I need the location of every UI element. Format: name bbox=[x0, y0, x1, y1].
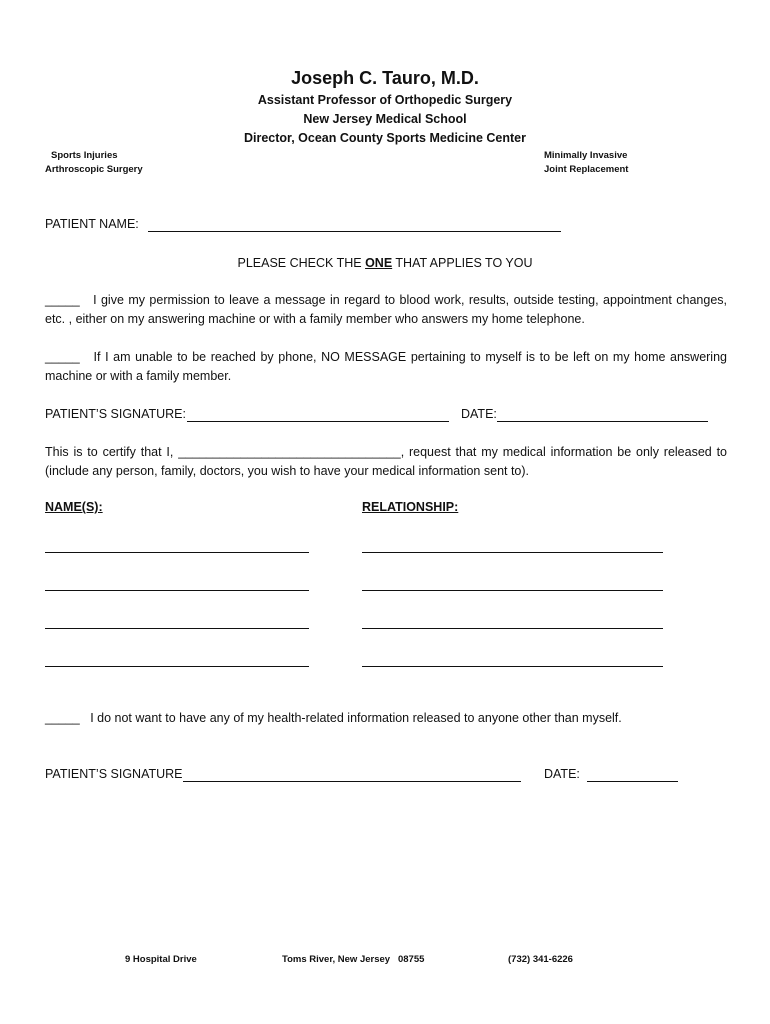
footer-phone: (732) 341-6226 bbox=[508, 954, 573, 965]
check-emphasis: ONE bbox=[365, 256, 393, 270]
title-line-2: New Jersey Medical School bbox=[303, 112, 467, 126]
option-message-permission bbox=[45, 291, 727, 329]
name-field-1[interactable] bbox=[45, 552, 309, 553]
check-suffix: THAT APPLIES TO YOU bbox=[392, 256, 533, 270]
relationship-heading: RELATIONSHIP: bbox=[362, 500, 459, 514]
certify-paragraph bbox=[45, 443, 727, 481]
title-line-3: Director, Ocean County Sports Medicine Center bbox=[243, 131, 526, 145]
signature2-field[interactable] bbox=[183, 781, 521, 782]
option1-checkbox-blank[interactable]: _____ bbox=[45, 293, 80, 307]
title-line-1: Assistant Professor of Orthopedic Surgery bbox=[257, 93, 513, 107]
footer-address: 9 Hospital Drive bbox=[125, 954, 197, 965]
option2-text: If I am unable to be reached by phone, NO MESSAGE pertaining to myself is to be left on my home answering machine or with a family member. bbox=[45, 350, 727, 383]
specialty-sports-injuries: Sports Injuries bbox=[51, 150, 118, 161]
name-field-2[interactable] bbox=[45, 590, 309, 591]
relationship-field-2[interactable] bbox=[362, 590, 663, 591]
specialty-minimally-invasive: Minimally Invasive bbox=[544, 150, 628, 161]
certify-name-blank[interactable]: ________________________________ bbox=[178, 445, 401, 459]
specialty-arthroscopic-surgery: Arthroscopic Surgery bbox=[45, 164, 143, 175]
signature-field[interactable] bbox=[187, 421, 449, 422]
name-field-3[interactable] bbox=[45, 628, 309, 629]
check-prefix: PLEASE CHECK THE bbox=[237, 256, 366, 270]
check-instruction bbox=[0, 254, 770, 273]
date-field[interactable] bbox=[497, 421, 708, 422]
footer-city: Toms River, New Jersey 08755 bbox=[282, 954, 425, 965]
date2-label: DATE: bbox=[544, 767, 580, 781]
certify-suffix: , request that my medical information be only released to (include any person, family, doctors, you wish to have your medical information sent to). bbox=[45, 445, 727, 478]
names-heading: NAME(S): bbox=[45, 500, 103, 514]
date2-field[interactable] bbox=[587, 781, 678, 782]
doctor-name: Joseph C. Tauro, M.D. bbox=[291, 68, 479, 88]
date-label: DATE: bbox=[461, 407, 497, 421]
name-field-4[interactable] bbox=[45, 666, 309, 667]
option2-checkbox-blank[interactable]: _____ bbox=[45, 350, 80, 364]
option-no-message bbox=[45, 348, 727, 386]
signature2-label: PATIENT’S SIGNATURE bbox=[45, 767, 183, 781]
relationship-field-4[interactable] bbox=[362, 666, 663, 667]
specialty-joint-replacement: Joint Replacement bbox=[544, 164, 629, 175]
right-specialties bbox=[544, 149, 628, 177]
option3-text: I do not want to have any of my health-related information released to anyone other than myself. bbox=[90, 711, 622, 725]
relationship-field-3[interactable] bbox=[362, 628, 663, 629]
patient-name-label: PATIENT NAME: bbox=[45, 217, 139, 231]
signature-label: PATIENT’S SIGNATURE: bbox=[45, 407, 186, 421]
patient-name-field[interactable] bbox=[148, 231, 561, 232]
left-specialties bbox=[45, 149, 143, 177]
certify-prefix: This is to certify that I, bbox=[45, 445, 179, 459]
relationship-field-1[interactable] bbox=[362, 552, 663, 553]
option3-checkbox-blank[interactable]: _____ bbox=[45, 711, 80, 725]
option-no-release bbox=[45, 709, 727, 728]
option1-text: I give my permission to leave a message in regard to blood work, results, outside testing, appointment changes, etc. , either on my answering machine or with a family member who answers my home telephone. bbox=[45, 293, 727, 326]
